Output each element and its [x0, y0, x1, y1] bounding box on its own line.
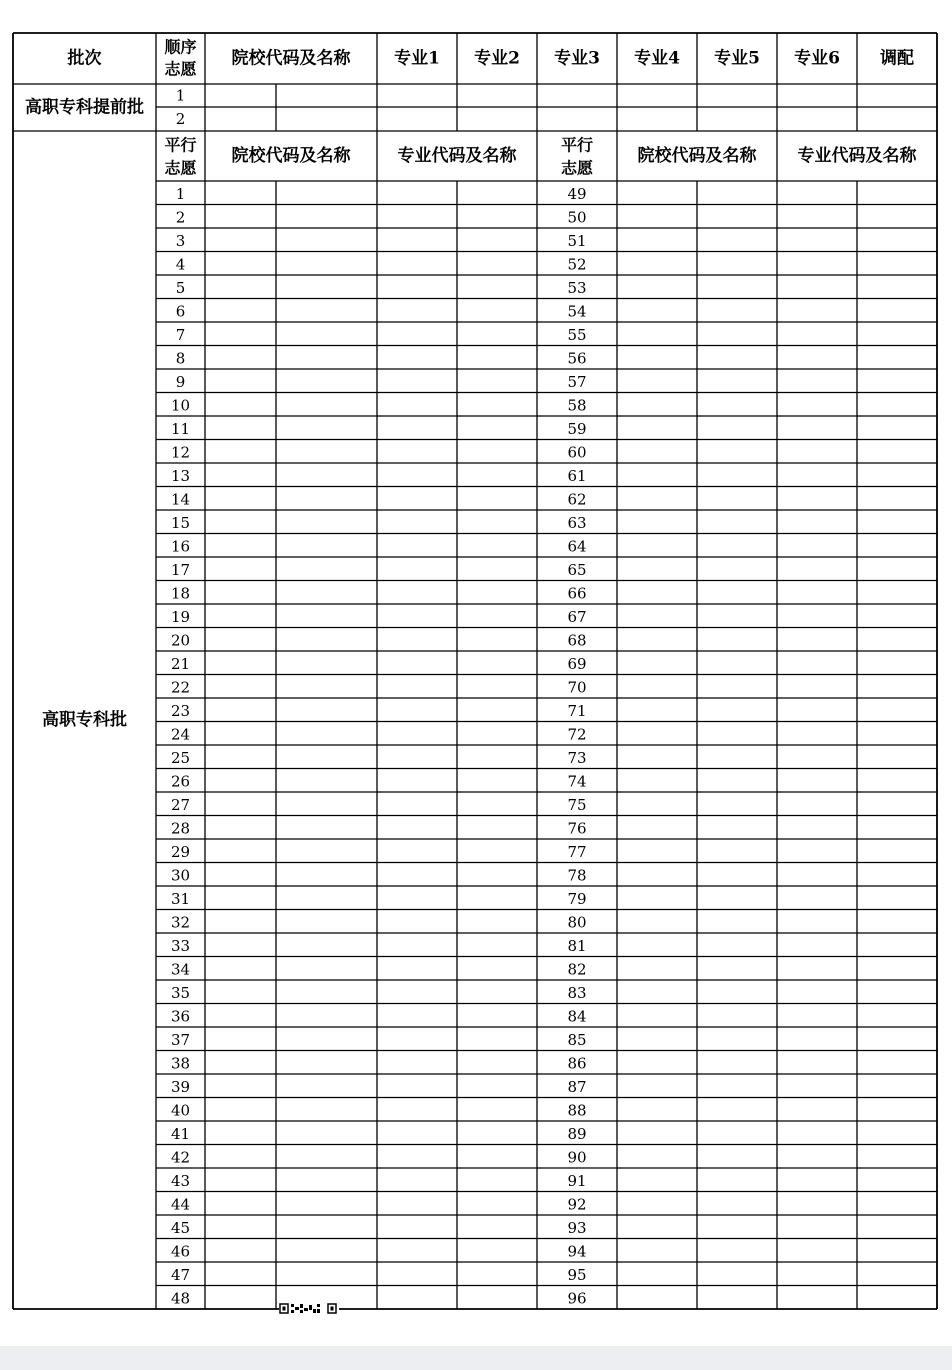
left-row-number: 40: [170, 1101, 191, 1120]
left-row-number: 27: [170, 795, 191, 814]
right-row-number: 94: [567, 1242, 587, 1261]
header-major-5: 专业5: [714, 48, 760, 69]
left-row-number: 43: [170, 1171, 191, 1190]
left-row-number: 14: [170, 490, 191, 509]
right-row-number: 82: [567, 960, 587, 979]
right-row-number: 49: [567, 184, 587, 203]
right-row-number: 61: [567, 466, 587, 485]
left-row-number: 28: [170, 819, 191, 838]
right-major-code-name: 专业代码及名称: [797, 146, 917, 166]
advance-batch-label: 高职专科提前批: [25, 97, 144, 118]
left-row-number: 22: [170, 678, 191, 697]
right-row-number: 69: [567, 654, 587, 673]
left-row-number: 16: [170, 537, 191, 556]
parallel-wish-right-line2: 志愿: [560, 158, 594, 178]
right-row-number: 50: [567, 208, 587, 227]
right-row-number: 56: [567, 349, 587, 368]
right-row-number: 84: [567, 1007, 587, 1026]
left-row-number: 31: [170, 889, 191, 908]
right-row-number: 67: [567, 607, 587, 626]
right-row-number: 57: [567, 372, 587, 391]
right-row-number: 93: [567, 1218, 587, 1237]
parallel-wish-right-line1: 平行: [560, 135, 594, 155]
right-row-number: 91: [567, 1171, 587, 1190]
left-row-number: 38: [170, 1054, 191, 1073]
left-row-number: 11: [170, 419, 191, 438]
parallel-wish-left-line2: 志愿: [164, 158, 197, 178]
parallel-wish-left-line1: 平行: [164, 135, 197, 155]
left-row-number: 24: [170, 725, 191, 744]
right-row-number: 76: [567, 819, 587, 838]
header-major-3: 专业3: [554, 48, 600, 69]
right-row-number: 77: [567, 842, 587, 861]
right-row-number: 53: [567, 278, 587, 297]
left-major-code-name: 专业代码及名称: [397, 146, 517, 166]
right-row-number: 85: [567, 1030, 587, 1049]
left-row-number: 3: [175, 231, 186, 250]
right-row-number: 64: [567, 537, 587, 556]
left-row-number: 44: [170, 1195, 191, 1214]
left-row-number: 23: [170, 701, 191, 720]
left-row-number: 35: [170, 983, 191, 1002]
right-row-number: 59: [567, 419, 587, 438]
left-row-number: 25: [170, 748, 191, 767]
left-row-number: 29: [170, 842, 191, 861]
header-major-1: 专业1: [394, 48, 440, 69]
left-row-number: 19: [170, 607, 191, 626]
right-row-number: 62: [567, 490, 587, 509]
right-row-number: 65: [567, 560, 587, 579]
left-row-number: 13: [170, 466, 191, 485]
bottom-bar: [0, 1346, 952, 1370]
right-row-number: 66: [567, 584, 587, 603]
header-batch: 批次: [67, 48, 102, 69]
left-row-number: 34: [170, 960, 191, 979]
right-row-number: 70: [567, 678, 587, 697]
right-row-number: 95: [567, 1265, 587, 1284]
right-row-number: 83: [567, 983, 587, 1002]
right-row-number: 92: [567, 1195, 587, 1214]
left-row-number: 47: [170, 1265, 191, 1284]
left-row-number: 32: [170, 913, 191, 932]
right-row-number: 58: [567, 396, 587, 415]
right-row-number: 63: [567, 513, 587, 532]
right-row-number: 60: [567, 443, 587, 462]
left-row-number: 33: [170, 936, 191, 955]
right-row-number: 75: [567, 795, 587, 814]
left-row-number: 1: [175, 184, 186, 203]
advance-row-number: 2: [175, 110, 186, 128]
left-row-number: 8: [175, 349, 186, 368]
main-batch-label: 高职专科批: [42, 710, 127, 730]
left-row-number: 48: [170, 1289, 191, 1308]
right-row-number: 90: [567, 1148, 587, 1167]
right-row-number: 78: [567, 866, 587, 885]
left-row-number: 7: [175, 325, 186, 344]
left-row-number: 21: [170, 654, 191, 673]
right-row-number: 54: [567, 302, 587, 321]
right-row-number: 52: [567, 255, 587, 274]
left-row-number: 2: [175, 208, 186, 227]
header-order-line2: 志愿: [164, 59, 197, 79]
left-row-number: 26: [170, 772, 191, 791]
left-school-code-name: 院校代码及名称: [231, 146, 351, 166]
left-row-number: 4: [175, 255, 186, 274]
right-row-number: 88: [567, 1101, 587, 1120]
right-row-number: 74: [567, 772, 587, 791]
header-major-2: 专业2: [474, 48, 520, 69]
right-row-number: 89: [567, 1124, 587, 1143]
left-row-number: 5: [175, 278, 186, 297]
right-row-number: 80: [567, 913, 587, 932]
left-row-number: 12: [170, 443, 191, 462]
advance-row-number: 1: [175, 86, 186, 105]
left-row-number: 30: [170, 866, 191, 885]
header-adjust: 调配: [880, 48, 914, 69]
right-row-number: 51: [567, 231, 587, 250]
left-row-number: 45: [170, 1218, 191, 1237]
header-school-code-name: 院校代码及名称: [231, 48, 351, 69]
right-row-number: 72: [567, 725, 587, 744]
left-row-number: 46: [170, 1242, 191, 1261]
header-major-4: 专业4: [634, 48, 680, 69]
left-row-number: 36: [170, 1007, 191, 1026]
right-row-number: 81: [567, 936, 587, 955]
right-row-number: 87: [567, 1077, 587, 1096]
left-row-number: 37: [170, 1030, 191, 1049]
header-order-line1: 顺序: [164, 37, 197, 57]
right-school-code-name: 院校代码及名称: [637, 146, 757, 166]
left-row-number: 39: [170, 1077, 191, 1096]
right-row-number: 71: [567, 701, 587, 720]
right-row-number: 68: [567, 631, 587, 650]
header-major-6: 专业6: [794, 48, 840, 69]
left-row-number: 10: [170, 396, 191, 415]
left-row-number: 20: [170, 631, 191, 650]
left-row-number: 18: [170, 584, 191, 603]
right-row-number: 79: [567, 889, 587, 908]
qr-code-icon: [279, 1302, 339, 1316]
right-row-number: 86: [567, 1054, 587, 1073]
left-row-number: 42: [170, 1148, 191, 1167]
left-row-number: 17: [170, 560, 191, 579]
left-row-number: 41: [170, 1124, 191, 1143]
right-row-number: 73: [567, 748, 587, 767]
left-row-number: 6: [175, 302, 186, 321]
left-row-number: 15: [170, 513, 191, 532]
right-row-number: 96: [567, 1289, 587, 1308]
right-row-number: 55: [567, 325, 587, 344]
left-row-number: 9: [175, 372, 186, 391]
